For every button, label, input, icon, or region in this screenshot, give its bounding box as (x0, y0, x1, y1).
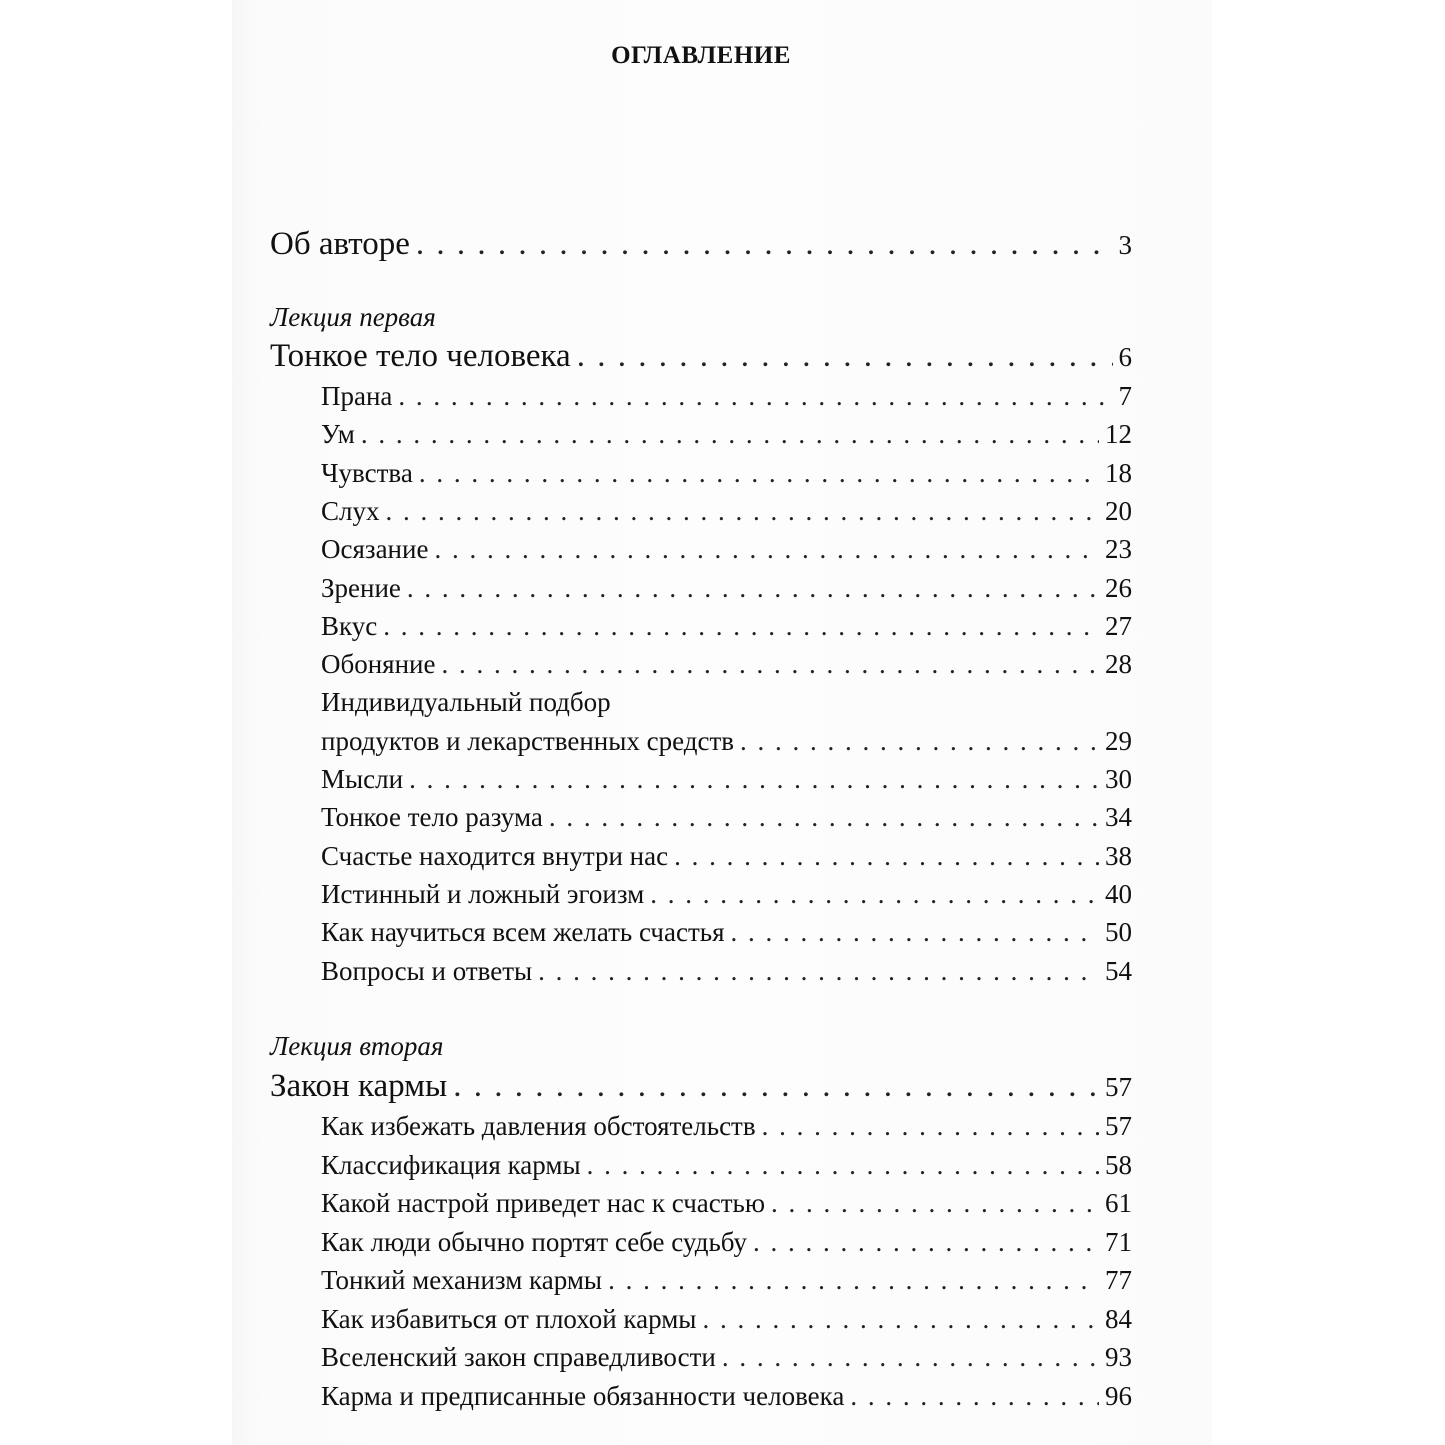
toc-entry[interactable] (321, 649, 1132, 680)
entry-title: Тонкий механизм кармы (321, 1265, 603, 1295)
toc-entry[interactable] (321, 802, 1132, 833)
entry-page: 96 (1105, 1380, 1132, 1411)
dot-leader (385, 496, 1099, 527)
toc-heading: ОГЛАВЛЕНИЕ (611, 42, 791, 69)
toc-entry-lecture2[interactable] (270, 1068, 1132, 1105)
dot-leader (383, 611, 1099, 642)
toc-entry[interactable] (321, 496, 1132, 527)
entry-title: Вопросы и ответы (321, 955, 533, 986)
entry-page: 20 (1105, 495, 1132, 526)
toc-entry[interactable] (321, 764, 1132, 795)
entry-page: 6 (1118, 342, 1132, 372)
entry-title: Слух (321, 495, 380, 526)
dot-leader (731, 917, 1099, 948)
toc-entry[interactable] (321, 726, 1132, 757)
toc-entry[interactable] (321, 956, 1132, 987)
toc-entry[interactable] (321, 1304, 1132, 1335)
dot-leader (419, 458, 1099, 489)
dot-leader (416, 226, 1113, 263)
entry-title: Вселенский закон справедливости (321, 1342, 716, 1372)
entry-page: 50 (1105, 917, 1132, 948)
entry-page: 18 (1105, 457, 1132, 488)
entry-page: 3 (1118, 230, 1132, 260)
entry-page: 84 (1105, 1303, 1132, 1334)
dot-leader (762, 1111, 1099, 1142)
toc-entry[interactable] (321, 879, 1132, 910)
entry-title: Тонкое тело человека (270, 338, 571, 374)
entry-title: Какой настрой приведет нас к счастью (321, 1188, 766, 1218)
entry-title: Счастье находится внутри нас (321, 840, 669, 871)
entry-title: Мысли (321, 764, 404, 794)
toc-entry[interactable] (321, 1381, 1132, 1412)
entry-title: Как люди обычно портят себе судьбу (321, 1226, 747, 1257)
dot-leader (722, 1342, 1099, 1373)
entry-page: 40 (1105, 878, 1132, 909)
entry-page: 7 (1118, 381, 1132, 411)
toc-entry[interactable] (321, 458, 1132, 489)
dot-leader (409, 764, 1099, 795)
toc-entry[interactable] (321, 1111, 1132, 1142)
dot-leader (549, 802, 1099, 833)
dot-leader (434, 534, 1099, 565)
toc-entry-line: Индивидуальный подбор (321, 687, 611, 718)
toc-entry[interactable] (321, 1342, 1132, 1373)
entry-page: 28 (1105, 649, 1132, 680)
entry-page: 12 (1105, 419, 1132, 450)
dot-leader (361, 419, 1099, 450)
entry-title: Как научиться всем желать счастья (321, 917, 725, 948)
entry-title: Вкус (321, 610, 378, 641)
entry-page: 58 (1105, 1149, 1132, 1180)
toc-entry-about[interactable] (270, 226, 1132, 263)
entry-title: Чувства (321, 457, 413, 488)
dot-leader (674, 841, 1099, 872)
entry-page: 26 (1105, 572, 1132, 603)
entry-page: 71 (1105, 1226, 1132, 1257)
dot-leader (587, 1150, 1099, 1181)
lecture1-label: Лекция первая (270, 302, 436, 332)
dot-leader (608, 1265, 1099, 1296)
entry-title: Тонкое тело разума (321, 802, 543, 833)
entry-title: Классификация кармы (321, 1149, 581, 1180)
toc-entry[interactable] (321, 534, 1132, 565)
entry-title: Осязание (321, 534, 429, 565)
entry-title: Прана (321, 381, 393, 411)
entry-title: Зрение (321, 572, 401, 603)
entry-page: 54 (1105, 955, 1132, 986)
entry-title: Истинный и ложный эгоизм (321, 878, 645, 909)
entry-title: Обоняние (321, 649, 436, 680)
entry-page: 57 (1105, 1072, 1132, 1102)
entry-page: 38 (1105, 840, 1132, 871)
entry-title: Как избавиться от плохой кармы (321, 1303, 697, 1334)
dot-leader (753, 1227, 1099, 1258)
toc-entry[interactable] (321, 841, 1132, 872)
toc-entry[interactable] (321, 1150, 1132, 1181)
entry-page: 34 (1105, 802, 1132, 833)
dot-leader (850, 1381, 1099, 1412)
toc-entry[interactable] (321, 611, 1132, 642)
dot-leader (740, 726, 1099, 757)
toc-entry[interactable] (321, 573, 1132, 604)
entry-title: продуктов и лекарственных средств (321, 725, 734, 756)
entry-page: 27 (1105, 610, 1132, 641)
dot-leader (398, 381, 1112, 412)
entry-title: Об авторе (270, 226, 410, 262)
toc-entry[interactable] (321, 419, 1132, 450)
lecture2-label: Лекция вторая (270, 1031, 444, 1061)
entry-page: 57 (1105, 1111, 1132, 1141)
entry-page: 23 (1105, 534, 1132, 565)
entry-page: 77 (1105, 1265, 1132, 1295)
dot-leader (650, 879, 1099, 910)
toc-entry-lecture1[interactable] (270, 338, 1132, 375)
entry-page: 29 (1105, 725, 1132, 756)
dot-leader (538, 956, 1099, 987)
toc-entry[interactable] (321, 381, 1132, 412)
toc-entry[interactable] (321, 1227, 1132, 1258)
dot-leader (771, 1188, 1099, 1219)
entry-title: Ум (321, 419, 355, 450)
entry-title: Как избежать давления обстоятельств (321, 1111, 756, 1141)
entry-page: 61 (1105, 1188, 1132, 1218)
entry-page: 30 (1105, 764, 1132, 794)
dot-leader (702, 1304, 1099, 1335)
toc-entry[interactable] (321, 1188, 1132, 1219)
entry-title: Закон кармы (270, 1068, 448, 1104)
toc-entry[interactable] (321, 917, 1132, 948)
dot-leader (577, 338, 1113, 375)
dot-leader (442, 649, 1100, 680)
entry-page: 93 (1105, 1342, 1132, 1372)
dot-leader (453, 1068, 1099, 1105)
dot-leader (407, 573, 1099, 604)
toc-entry[interactable] (321, 1265, 1132, 1296)
entry-title: Карма и предписанные обязанности человека (321, 1380, 845, 1411)
